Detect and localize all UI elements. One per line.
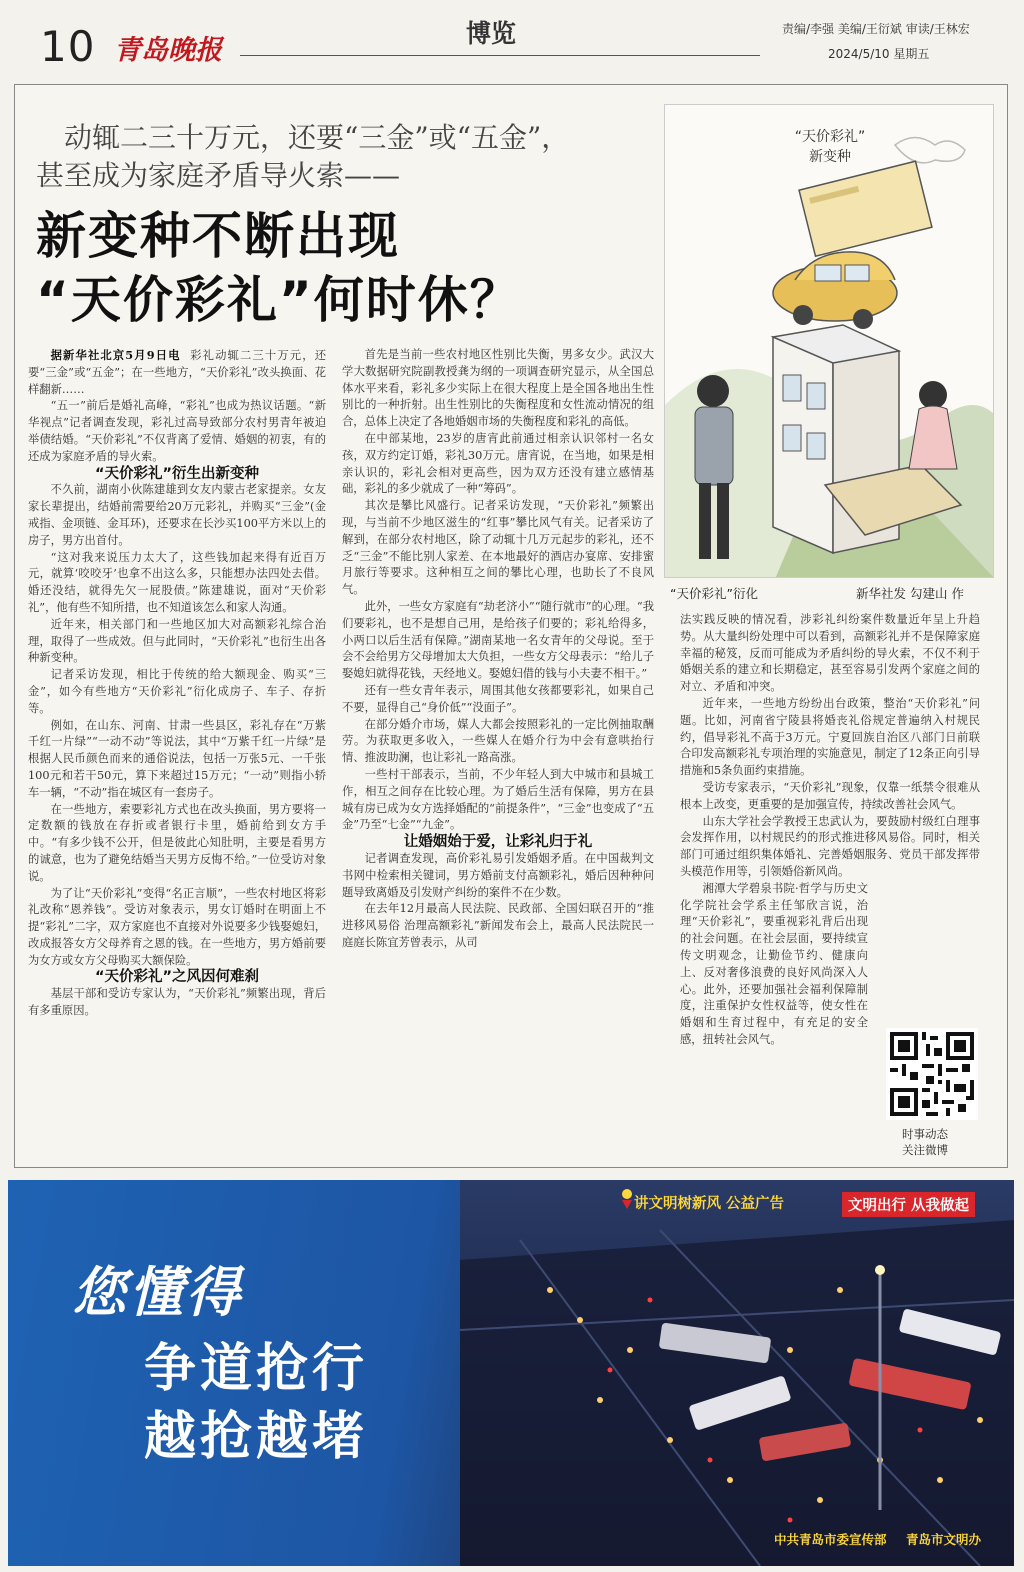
dateline: 据新华社北京5月9日电: [50, 348, 181, 362]
deck-line-1: 动辄二三十万元，还要“三金”或“五金”，: [64, 121, 570, 154]
page-number: 10: [40, 22, 96, 71]
qr-code[interactable]: [886, 1028, 978, 1120]
civilization-logo-icon: [620, 1188, 634, 1210]
illustration-credit: 新华社发 勾建山 作: [856, 586, 964, 601]
ad-slogan-line-2: 争道抢行: [144, 1338, 369, 1399]
paragraph: 山东大学社会学教授王忠武认为，要鼓励村级红白理事会发挥作用，以村规民约的形式推进移风易俗。同时，相关部门可通过组织集体婚礼、完善婚姻服务、党员干部发挥带头模范作用等，引领婚俗新风尚。: [680, 814, 980, 878]
ad-campaign-label: 讲文明树新风 公益广告: [634, 1196, 785, 1212]
paragraph: “这对我来说压力太大了，这些钱加起来得有近百万元，就算‘咬咬牙’也拿不出这么多，只能想办法四处去借。婚还没结，就得先欠一屁股债。”陈建雄说，面对“天价彩礼”，他有些不知所措，也不知道该怎么和家人沟通。: [28, 550, 326, 614]
paragraph: 还有一些女青年表示，周围其他女孩都要彩礼，如果自己不要，显得自己“身价低”“没面子”。: [342, 683, 654, 714]
paragraph: 此外，一些女方家庭有“劫老济小”“随行就市”的心理。“我们要彩礼，也不是想自己用，是给孩子们要的；彩礼给得多，小两口以后生活有保障。”湖南某地一名女青年的父母说。至于会不会给男方父母增加太大负担，一些女方父母表示：“给儿子娶媳妇就得花钱，天经地义。娶媳妇借的钱与小夫妻不相干。”: [342, 599, 654, 681]
article-column-3: [680, 612, 980, 1049]
publication-date: 2024/5/10 星期五: [828, 47, 930, 61]
cartoon-drawing: [665, 105, 994, 578]
subheading-1: “天价彩礼”衍生出新变种: [94, 465, 260, 482]
lead-paragraph: [28, 347, 326, 398]
editor-credits: 责编/李强 美编/王衍斌 审读/王林宏: [782, 22, 970, 36]
headline-line-1: 新变种不断出现: [36, 207, 400, 265]
paragraph: 不久前，湖南小伙陈建雄到女友内蒙古老家提亲。女友家长辈提出，结婚前需要给20万元彩礼，并购买“三金”(金戒指、金项链、金耳环)，还要求在长沙买100平方米以上的房子，男方出首付。: [28, 483, 326, 547]
public-service-ad: [8, 1180, 1014, 1566]
lead-text: 彩礼动辄二三十万元，还要“三金”或“五金”；在一些地方，“天价彩礼”改头换面、花样翻新……: [28, 349, 326, 396]
section-title: 博览: [466, 19, 517, 48]
paragraph: 记者调查发现，高价彩礼易引发婚姻矛盾。在中国裁判文书网中检索相关键词，男方婚前支付高额彩礼，婚后因种种问题导致离婚及引发财产纠纷的案件不在少数。: [342, 851, 654, 899]
qr-caption-line-2: 关注微博: [902, 1143, 948, 1157]
paragraph: 其次是攀比风盛行。记者采访发现，“天价彩礼”频繁出现，与当前不少地区滋生的“红事”攀比风气有关。记者采访了解到，在部分农村地区，除了动辄十几万元起步的彩礼，还不乏“三金”不能比别人家差、在本地最好的酒店办宴席、安排蜜月旅行等要求。这种相互之间的攀比心理，也助长了不良风气。: [342, 499, 654, 597]
header-rule: [240, 55, 760, 56]
paragraph: 记者采访发现，相比于传统的给大额现金、购买“三金”，如今有些地方“天价彩礼”衍化成房子、车子、存折等。: [28, 668, 326, 715]
paragraph: 首先是当前一些农村地区性别比失衡，男多女少。武汉大学大数据研究院副教授龚为纲的一项调查研究显示，从全国总体水平来看，彩礼多少实际上在很大程度上是全国各地出生性别比的一种折射。出生性别比的失衡程度和女性流动情况的组合，总体上决定了各地婚姻市场的失衡程度和彩礼的高低。: [342, 348, 654, 429]
paragraph: 在中部某地，23岁的唐宵此前通过相亲认识邻村一名女孩，双方约定订婚，彩礼30万元。唐宵说，在当地，如果是相亲认识的，彩礼会相对更高些，因为双方还没有建立感情基础，彩礼的多少就成了一种“筹码”。: [342, 431, 654, 496]
subheading-2: “天价彩礼”之风因何难刹: [94, 969, 260, 986]
cartoon-title-line-1: “天价彩礼”: [794, 129, 866, 145]
subheading-3: 让婚姻始于爱，让彩礼归于礼: [403, 834, 593, 851]
paragraph: “五一”前后是婚礼高峰，“彩礼”也成为热议话题。“新华视点”记者调查发现，彩礼过高导致部分农村男青年被迫举债结婚。“天价彩礼”不仅背离了爱情、婚姻的初衷，有的还成为家庭矛盾的导火索。: [28, 399, 326, 463]
ad-slogan-line-1: 您懂得: [72, 1260, 243, 1324]
article-column-2: [342, 347, 654, 952]
qr-code-graphic: [886, 1028, 978, 1120]
qr-caption-line-1: 时事动态: [902, 1127, 948, 1141]
illustration-caption: “天价彩礼”衍化: [670, 586, 758, 601]
ad-sponsor-1: 中共青岛市委宣传部: [774, 1532, 887, 1547]
cartoon-title-line-2: 新变种: [809, 149, 851, 165]
paragraph: 在一些地方，索要彩礼方式也在改头换面，男方要将一定数额的钱放在存折或者银行卡里，婚前给到女方手中。“有多少钱不公开，但是彼此心知肚明，主要是看男方的诚意，也为了避免结婚当天男方反悔不给。”一位受访对象说。: [28, 802, 326, 883]
paragraph: 受访专家表示，“天价彩礼”现象，仅靠一纸禁令很难从根本上改变，更重要的是加强宣传，持续改善社会风气。: [680, 780, 980, 811]
paragraph: 基层干部和受访专家认为，“天价彩礼”频繁出现，背后有多重原因。: [28, 987, 326, 1018]
paragraph: 在部分婚介市场，媒人大都会按照彩礼的一定比例抽取酬劳。为获取更多收入，一些媒人在婚介行为中会有意哄抬行情、推波助澜，也让彩礼一路高涨。: [342, 717, 654, 765]
paragraph: 法实践反映的情况看，涉彩礼纠纷案件数量近年呈上升趋势。从大量纠纷处理中可以看到，高额彩礼并不是保障家庭幸福的秘笈，反而可能成为矛盾纠纷的导火索，不仅不利于婚姻关系的建立和长期稳定，甚至容易引发两个家庭之间的对立、矛盾和冲突。: [680, 613, 980, 694]
ad-slogan-line-3: 越抢越堵: [144, 1406, 369, 1467]
newspaper-logo: 青岛晚报: [114, 35, 222, 66]
traffic-photo: [460, 1180, 1014, 1566]
headline-line-2: “天价彩礼”何时休？: [36, 271, 522, 329]
ad-sponsor-2: 青岛市文明办: [906, 1532, 982, 1547]
paragraph: 在去年12月最高人民法院、民政部、全国妇联召开的“推进移风易俗 治理高额彩礼”新闻发布会上，最高人民法院民一庭庭长陈宜芳曾表示，从司: [342, 902, 654, 949]
paragraph: 一些村干部表示，当前，不少年轻人到大中城市和县城工作，相互之间存在比较心理。为了婚后生活有保障，男方在县城有房已成为女方选择婚配的“前提条件”，“三金”也变成了“五金”乃至“七金”“九金”。: [342, 767, 654, 832]
paragraph: 例如，在山东、河南、甘肃一些县区，彩礼存在“万紫千红一片绿”“一动不动”等说法，其中“万紫千红一片绿”是根据人民币颜色而来的通俗说法，包括一万张5元、一千张100元和若干50元，算下来超过15万元；“一动”则指小轿车一辆，“不动”指在城区有一套房子。: [28, 718, 326, 799]
deck-line-2: 甚至成为家庭矛盾导火索——: [36, 159, 401, 192]
paragraph: 近年来，相关部门和一些地区加大对高额彩礼综合治理，取得了一些成效。但与此同时，“天价彩礼”也衍生出各种新变种。: [28, 617, 326, 665]
paragraph: 湘潭大学碧泉书院·哲学与历史文化学院社会学系主任邹欣言说，治理“天价彩礼”，要重视彩礼背后出现的社会问题。在社会层面，要持续宣传文明观念，让勤俭节约、健康向上、反对奢侈浪费的良好风尚深入人心。此外，还要加强社会福利保障制度，注重保护女性权益等，使女性在婚姻和生育过程中，有充足的安全感，扭转社会风气。: [680, 881, 868, 1046]
cartoon-illustration: [664, 104, 994, 578]
paragraph: 近年来，一些地方纷纷出台政策，整治“天价彩礼”问题。比如，河南省宁陵县将婚丧礼俗规定普遍纳入村规民约，倡导彩礼不高于3万元。宁夏回族自治区八部门日前联合印发高额彩礼专项治理的实施意见，制定了12条正向引导措施和5条负面约束措施。: [680, 696, 980, 778]
paragraph: 为了让“天价彩礼”变得“名正言顺”，一些农村地区将彩礼改称“恩养钱”。受访对象表示，男女订婚时在明面上不提“彩礼”二字，双方家庭也不直接对外说要多少钱娶媳妇，改成报答女方父母养育之恩的钱。在一些地方，男方婚前要为女方或女方父母购买大额保险。: [28, 886, 326, 967]
ad-tag: 文明出行 从我做起: [842, 1192, 975, 1217]
article-column-1: [28, 347, 326, 1020]
